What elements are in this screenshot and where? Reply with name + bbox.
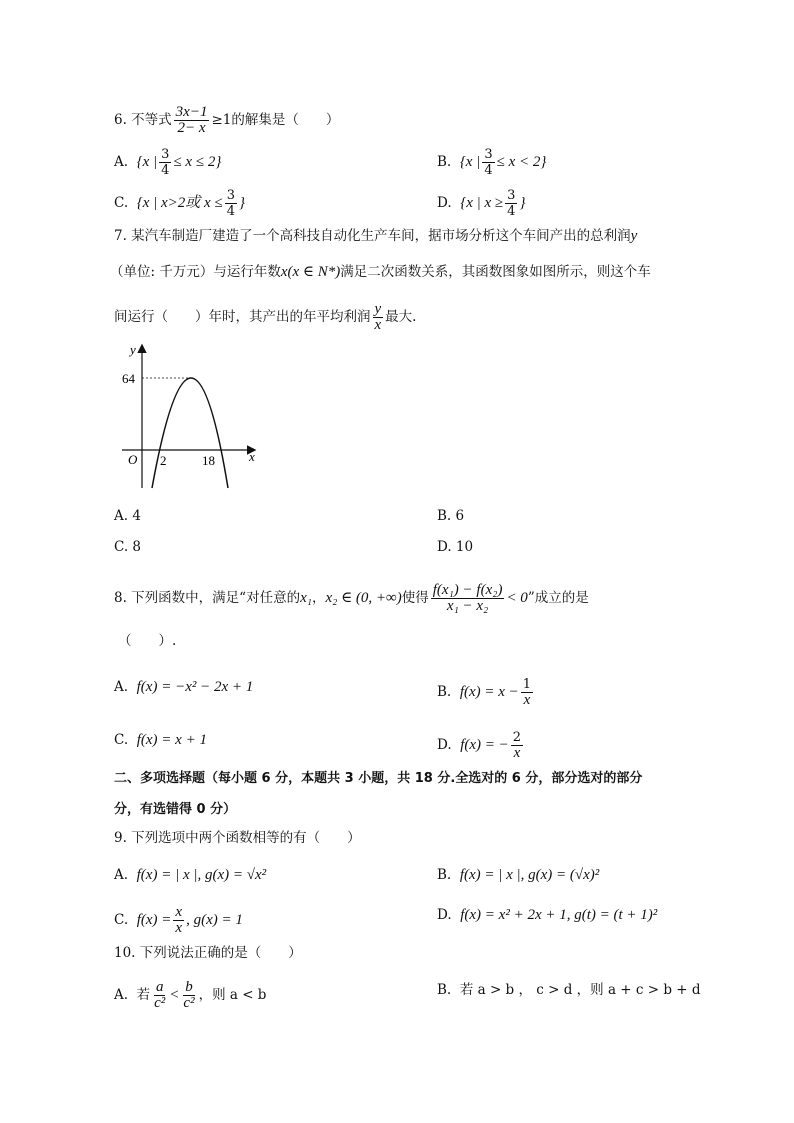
x-axis-label: x: [249, 449, 255, 464]
q6-option-d[interactable]: D. {x | x ≥ $\frac{3}{4}$ }: [437, 188, 526, 219]
question-8-line-1: 8. 下列函数中，满足“对任意的x₁，x₂ ∈ (0, +∞)使得 $\frac{\text{f(x₁) − f(x₂)}}{\text{x₁ − x₂}}$ < 0”成立的是: [114, 582, 589, 614]
q7-option-b[interactable]: B. 6: [437, 508, 465, 524]
y-axis-label: y: [130, 342, 136, 357]
q7-option-c[interactable]: C. 8: [114, 539, 142, 555]
question-7-line-3: 间运行（ ）年时，其产出的年平均利润 $\frac{y}{x}$ 最大.: [114, 301, 417, 333]
q7-parabola-graph: [112, 338, 272, 498]
q10-option-b[interactable]: B. 若 a > b ， c > d ，则 a + c > b + d: [437, 982, 701, 998]
q7-option-a[interactable]: A. 4: [114, 508, 141, 524]
q9-option-b[interactable]: B. f(x) = | x |, g(x) = (√x)²: [437, 867, 600, 883]
q6-option-b[interactable]: B. {x | $\frac{3}{4}$ ≤ x < 2}: [437, 147, 547, 178]
q10-option-a[interactable]: A. 若 $\frac{a}{\text{c²}}$ < $\frac{b}{\text{c²}}$ ，则 a < b: [114, 979, 267, 1011]
question-7-line-1: 7. 某汽车制造厂建造了一个高科技自动化生产车间，据市场分析这个车间产出的总利润y: [114, 228, 638, 244]
question-9-stem: 9. 下列选项中两个函数相等的有（ ）: [114, 830, 361, 846]
q9-option-a[interactable]: A. f(x) = | x |, g(x) = √x²: [114, 867, 267, 883]
q8-option-a[interactable]: A. f(x) = −x² − 2x + 1: [114, 679, 254, 695]
question-6-stem: 6. 不等式 $\frac{3x-1}{2- x}$ ≥1的解集是（ ）: [114, 104, 340, 136]
q9-option-d[interactable]: D. f(x) = x² + 2x + 1, g(t) = (t + 1)²: [437, 907, 658, 923]
peak-label: 64: [122, 371, 135, 386]
q8-option-d[interactable]: D. f(x) = − $\frac{2}{x}$: [437, 730, 522, 761]
root-1-label: 2: [160, 453, 167, 468]
q9-option-c[interactable]: C. f(x) = $\frac{x}{x}$ , g(x) = 1: [114, 904, 243, 936]
section-2-heading-line-1: 二、多项选择题（每小题 6 分，本题共 3 小题，共 18 分.全选对的 6 分，部分选对的部分: [114, 771, 643, 786]
q6-option-c[interactable]: C. {x | x>2或 x ≤ $\frac{3}{4}$ }: [114, 188, 245, 219]
q6-fraction: $\frac{3x-1}{2- x}$: [175, 104, 208, 136]
q8-option-c[interactable]: C. f(x) = x + 1: [114, 732, 207, 748]
question-10-stem: 10. 下列说法正确的是（ ）: [114, 945, 302, 961]
root-2-label: 18: [202, 453, 215, 468]
q6-option-a[interactable]: A. {x | $\frac{3}{4}$ ≤ x ≤ 2}: [114, 147, 222, 178]
q8-option-b[interactable]: B. f(x) = x − $\frac{1}{x}$: [437, 677, 532, 708]
question-7-line-2: （单位: 千万元）与运行年数x(x ∈ N*)满足二次函数关系，其函数图象如图所示，则这个车: [110, 264, 651, 280]
q7-option-d[interactable]: D. 10: [437, 539, 474, 555]
origin-label: O: [128, 452, 138, 467]
parabola-curve: [152, 378, 228, 488]
question-8-line-2: （ ）.: [118, 633, 177, 649]
section-2-heading-line-2: 分，有选错得 0 分）: [114, 802, 237, 817]
